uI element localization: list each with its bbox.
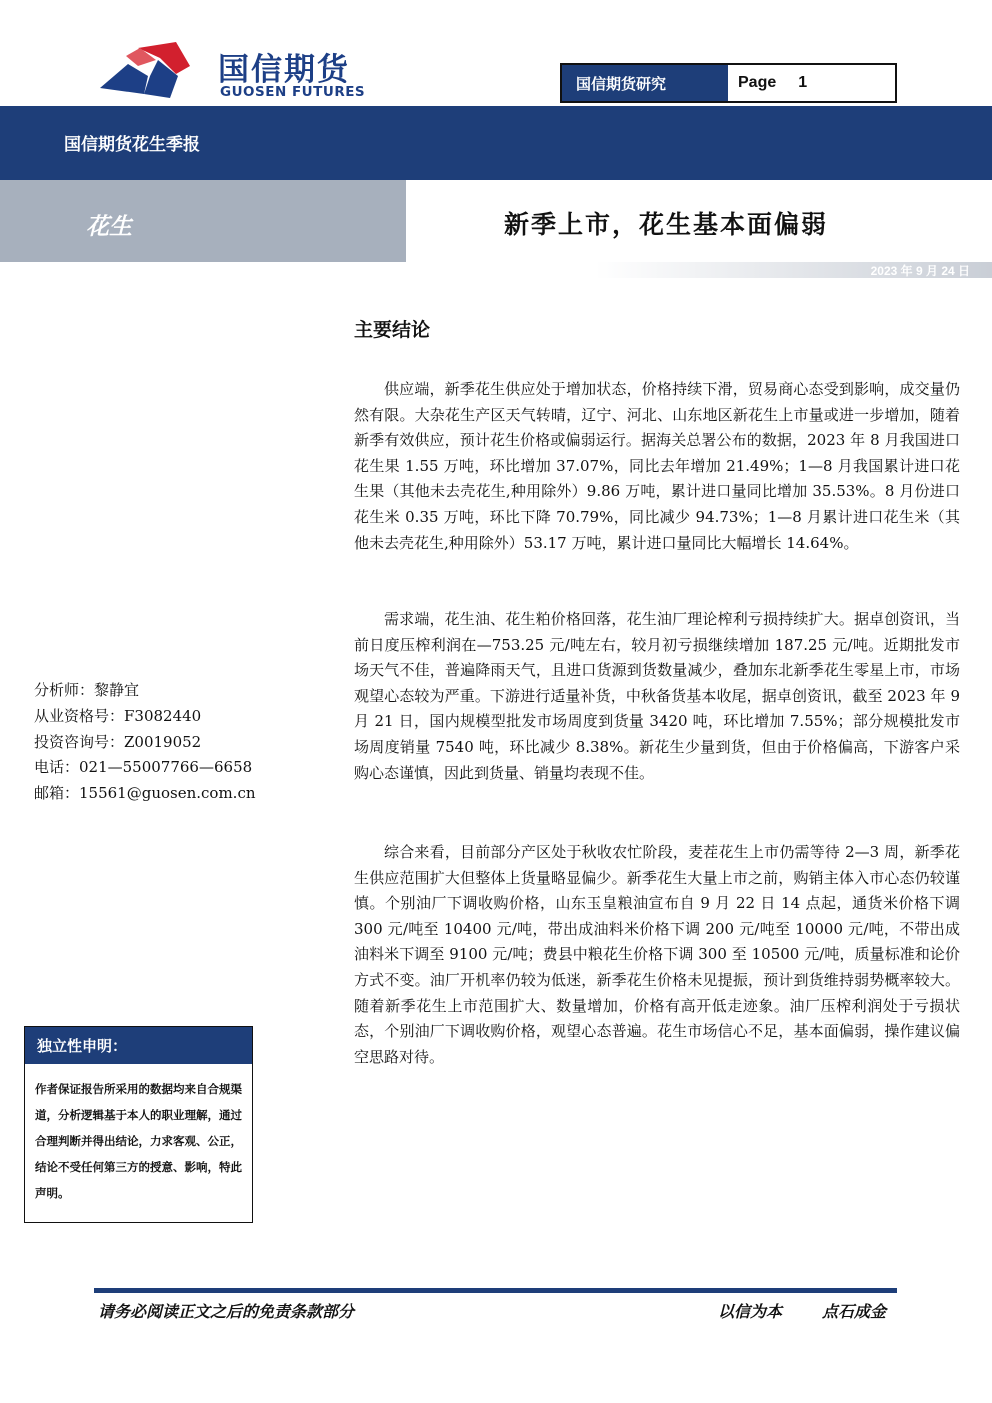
paragraph-supply — [354, 377, 960, 556]
report-date: 2023 年 9 月 24 日 — [870, 264, 970, 278]
date-strip — [0, 262, 992, 278]
paragraph-text: 综合来看，目前部分产区处于秋收农忙阶段，麦茬花生上市仍需等待 2—3 周，新季花生供应范围扩大但整体上货量略显偏少。新季花生大量上市之前，购销主体入市心态仍较谨慎。个别油厂下调收购价格，山东玉皇粮油宣布自 9 月 22 日 14 点起，通货米价格下调 300 元/吨至 10400 元/吨，带出成油料米价格下调 200 元/吨至 10000 元/吨，不带出成油料米下调至 9100 元/吨；费县中粮花生价格下调 300 至 10500 元/吨，质量标准和论价方式不变。油厂开机率仍较为低迷，新季花生价格未见提振，预计到货维持弱势概率较大。随着新季花生上市范围扩大、数量增加，价格有高开低走迹象。油厂压榨利润处于亏损状态，个别油厂下调收购价格，观望心态普遍。花生市场信心不足，基本面偏弱，操作建议偏空思路对待。 — [354, 843, 960, 1066]
header-box — [560, 63, 897, 103]
logo-en-text: GUOSEN FUTURES — [220, 84, 366, 100]
section-heading: 主要结论 — [354, 319, 431, 341]
paragraph-text: 供应端，新季花生供应处于增加状态，价格持续下滑，贸易商心态受到影响，成交量仍然有限。大杂花生产区天气转晴，辽宁、河北、山东地区新花生上市量或进一步增加，随着新季有效供应，预计花生价格或偏弱运行。据海关总署公布的数据，2023 年 8 月我国进口花生果 1.55 万吨，环比增加 37.07%，同比去年增加 21.49%；1—8 月我国累计进口花生果（其他未去壳花生,种用除外）9.86 万吨，累计进口量同比增加 35.53%。8 月份进口花生米 0.35 万吨，环比下降 70.79%，同比减少 94.73%；1—8 月累计进口花生米（其他未去壳花生,种用除外）53.17 万吨，累计进口量同比大幅增长 14.64%。 — [354, 380, 960, 552]
paragraph-text: 需求端，花生油、花生粕价格回落，花生油厂理论榨利亏损持续扩大。据卓创资讯，当前日度压榨利润在—753.25 元/吨左右，较月初亏损继续增加 187.25 元/吨。近期批发市场天气不佳，普遍降雨天气，且进口货源到货数量减少，叠加东北新季花生零星上市，市场观望心态较为严重。下游进行适量补货，中秋备货基本收尾，据卓创资讯，截至 2023 年 9 月 21 日，国内规模型批发市场周度到货量 3420 吨，环比增加 7.55%；部分规模批发市场周度销量 7540 吨，环比减少 8.38%。新花生少量到货，但由于价格偏高，下游客户采购心态谨慎，因此到货量、销量均表现不佳。 — [354, 610, 960, 782]
analyst-phone: 电话：021—55007766—6658 — [34, 758, 253, 777]
analyst-email[interactable]: 邮箱：15561@guosen.com.cn — [34, 784, 256, 803]
declaration-body: 作者保证报告所采用的数据均来自合规渠道，分析逻辑基于本人的职业理解，通过合理判断并得出结论，力求客观、公正，结论不受任何第三方的授意、影响，特此声明。 — [35, 1082, 242, 1200]
analyst-consult: 投资咨询号：Z0019052 — [34, 732, 202, 751]
page-title: 新季上市，花生基本面偏弱 — [504, 210, 829, 239]
declaration-box — [24, 1026, 253, 1223]
paragraph-demand — [354, 607, 960, 786]
report-type: 国信期货花生季报 — [64, 135, 200, 155]
footer-disclaimer: 请务必阅读正文之后的免责条款部分 — [98, 1302, 355, 1321]
research-label: 国信期货研究 — [562, 65, 728, 101]
report-type-band — [0, 106, 992, 180]
guosen-logo-icon — [98, 36, 218, 102]
footer-motto-1: 以信为本 — [718, 1302, 783, 1321]
page-number: 1 — [798, 74, 808, 91]
page-label: Page — [738, 74, 777, 91]
paragraph-summary — [354, 840, 960, 1070]
footer-motto-2: 点石成金 — [822, 1302, 887, 1321]
page-indicator — [728, 65, 895, 101]
analyst-license: 从业资格号：F3082440 — [34, 706, 202, 725]
category-label: 花生 — [86, 213, 132, 240]
analyst-name: 分析师：黎静宜 — [34, 681, 140, 699]
logo-cn-text: 国信期货 — [218, 52, 350, 88]
category-band — [0, 180, 406, 262]
declaration-title: 独立性申明： — [25, 1027, 252, 1064]
analyst-info — [34, 678, 256, 807]
guosen-logo — [98, 36, 378, 102]
footer-rule — [94, 1288, 897, 1293]
